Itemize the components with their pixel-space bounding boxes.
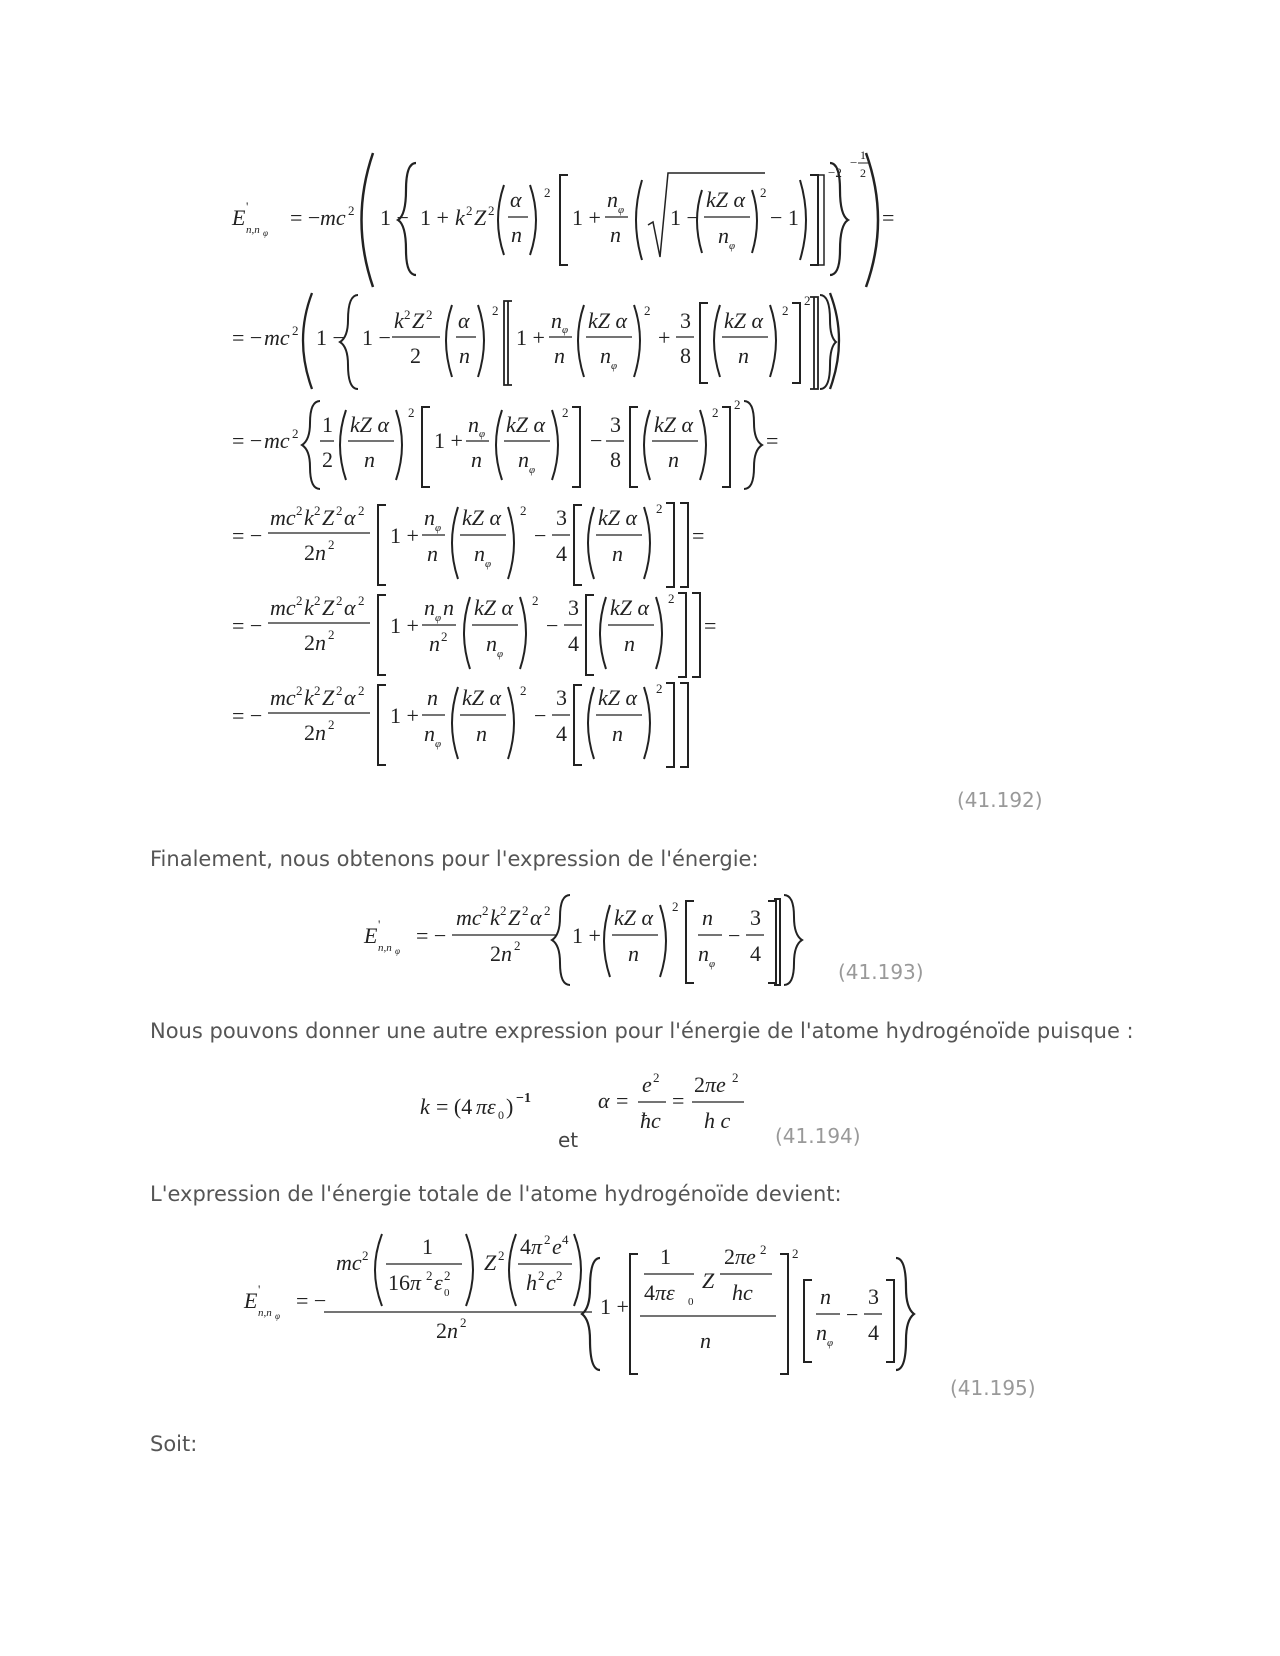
svg-text:4πε: 4πε	[644, 1280, 675, 1305]
svg-text:1 +: 1 +	[572, 923, 601, 948]
svg-text:4: 4	[750, 941, 761, 966]
svg-text:2n: 2n	[490, 941, 512, 966]
svg-text:2: 2	[500, 903, 507, 918]
svg-text:1 +: 1 +	[390, 703, 419, 728]
svg-text:mc: mc	[456, 905, 482, 930]
svg-text:kZ α: kZ α	[588, 308, 628, 333]
svg-text:E: E	[244, 1288, 258, 1313]
svg-text:2: 2	[466, 203, 473, 218]
svg-text:2: 2	[292, 426, 299, 441]
paragraph-finalement: Finalement, nous obtenons pour l'expression de l'énergie:	[150, 847, 759, 871]
svg-text:− 1: − 1	[770, 205, 799, 230]
svg-text:1 +: 1 +	[390, 523, 419, 548]
svg-text:k: k	[394, 308, 404, 333]
svg-text:n: n	[698, 941, 709, 966]
svg-text:mc: mc	[270, 595, 296, 620]
svg-text:kZ α: kZ α	[474, 595, 514, 620]
svg-text:n: n	[429, 631, 440, 656]
svg-text:2: 2	[426, 1268, 433, 1283]
svg-text:2: 2	[404, 307, 411, 322]
svg-text:16π: 16π	[388, 1270, 422, 1295]
svg-text:e: e	[642, 1072, 652, 1097]
svg-text:πε: πε	[476, 1094, 496, 1119]
svg-text:n: n	[700, 1328, 711, 1353]
svg-text:kZ α: kZ α	[598, 685, 638, 710]
svg-text:3: 3	[750, 905, 761, 930]
svg-text:2: 2	[653, 1070, 660, 1085]
svg-text:4: 4	[556, 721, 567, 746]
svg-text:kZ α: kZ α	[462, 505, 502, 530]
paragraph-soit: Soit:	[150, 1432, 198, 1456]
equation-41-194-k-svg	[418, 1086, 568, 1126]
svg-text:2πe: 2πe	[724, 1244, 756, 1269]
svg-text:1 −: 1 −	[380, 205, 409, 230]
svg-text:kZ α: kZ α	[614, 905, 654, 930]
svg-text:α: α	[510, 187, 522, 212]
svg-text:α: α	[344, 505, 356, 530]
svg-text:8: 8	[680, 343, 691, 368]
svg-text:φ: φ	[709, 958, 716, 970]
svg-text:φ: φ	[435, 738, 442, 750]
svg-text:2: 2	[328, 537, 335, 552]
svg-text:+: +	[658, 325, 671, 350]
svg-text:n: n	[820, 1284, 831, 1309]
svg-text:Z: Z	[702, 1268, 715, 1293]
svg-text:mc: mc	[320, 205, 346, 230]
svg-text:=: =	[766, 428, 779, 453]
svg-text:2n: 2n	[304, 540, 326, 565]
svg-text:1: 1	[660, 1244, 671, 1269]
svg-text:−: −	[728, 923, 741, 948]
svg-text:1: 1	[422, 1234, 433, 1259]
svg-text:n: n	[424, 721, 435, 746]
svg-text:': '	[258, 1282, 261, 1297]
svg-text:2: 2	[336, 593, 343, 608]
svg-text:Z: Z	[322, 505, 335, 530]
svg-text:2: 2	[792, 1246, 799, 1261]
svg-text:n: n	[511, 222, 522, 247]
svg-text:Z: Z	[322, 685, 335, 710]
svg-text:= −: = −	[290, 205, 321, 230]
svg-text:k: k	[304, 505, 314, 530]
svg-text:α: α	[598, 1088, 610, 1113]
svg-text:2: 2	[296, 593, 303, 608]
svg-text:1 +: 1 +	[390, 613, 419, 638]
svg-text:n: n	[738, 343, 749, 368]
svg-text:−2: −2	[828, 165, 842, 180]
equation-41-195-svg	[240, 1228, 960, 1388]
svg-text:n,n: n,n	[246, 224, 260, 236]
svg-text:−: −	[846, 1302, 859, 1327]
svg-text:1 −: 1 −	[670, 205, 699, 230]
equation-41-194-alpha	[596, 1066, 766, 1146]
svg-text:= −: = −	[232, 325, 263, 350]
svg-text:n: n	[612, 721, 623, 746]
svg-text:2: 2	[328, 627, 335, 642]
svg-text:h: h	[526, 1270, 537, 1295]
svg-text:1 +: 1 +	[572, 205, 601, 230]
equation-41-195	[240, 1228, 960, 1388]
svg-text:n: n	[427, 685, 438, 710]
svg-text:= −: = −	[232, 613, 263, 638]
svg-text:Z: Z	[484, 1250, 497, 1275]
svg-text:8: 8	[610, 447, 621, 472]
svg-text:4: 4	[556, 541, 567, 566]
svg-text:2: 2	[656, 681, 663, 696]
svg-text:φ: φ	[435, 612, 442, 624]
svg-text:φ: φ	[562, 324, 569, 336]
svg-text:2: 2	[656, 501, 663, 516]
svg-text:mc: mc	[336, 1250, 362, 1275]
svg-text:2n: 2n	[304, 720, 326, 745]
svg-text:=: =	[704, 613, 717, 638]
svg-text:k: k	[490, 905, 500, 930]
svg-text:−: −	[546, 613, 559, 638]
svg-text:3: 3	[868, 1284, 879, 1309]
svg-text:4: 4	[562, 1232, 569, 1247]
svg-text:2: 2	[492, 303, 499, 318]
svg-text:0: 0	[498, 1108, 504, 1122]
svg-text:2: 2	[358, 503, 365, 518]
svg-text:2πe: 2πe	[694, 1072, 726, 1097]
svg-text:2: 2	[482, 903, 489, 918]
svg-text:=: =	[616, 1088, 629, 1113]
svg-text:2: 2	[712, 405, 719, 420]
svg-text:=: =	[692, 523, 705, 548]
svg-text:2: 2	[544, 1232, 551, 1247]
svg-text:2: 2	[760, 1242, 767, 1257]
svg-text:φ: φ	[275, 1311, 280, 1321]
svg-text:n: n	[551, 308, 562, 333]
svg-text:= −: = −	[296, 1288, 327, 1313]
svg-text:n: n	[471, 447, 482, 472]
svg-text:2: 2	[734, 397, 741, 412]
svg-text:hc: hc	[732, 1280, 753, 1305]
svg-text:2: 2	[336, 683, 343, 698]
svg-text:2: 2	[314, 683, 321, 698]
svg-text:2: 2	[348, 203, 355, 218]
svg-text:n,n: n,n	[378, 942, 392, 954]
svg-text:0: 0	[688, 1296, 694, 1308]
svg-text:2: 2	[514, 938, 521, 953]
svg-text:mc: mc	[270, 685, 296, 710]
svg-text:= −: = −	[416, 923, 447, 948]
svg-text:α: α	[458, 308, 470, 333]
svg-text:E: E	[364, 923, 378, 948]
svg-text:−: −	[850, 155, 858, 170]
svg-text:kZ α: kZ α	[506, 412, 546, 437]
svg-text:2: 2	[296, 503, 303, 518]
equation-41-192	[230, 145, 950, 795]
svg-text:k: k	[420, 1094, 430, 1119]
svg-text:= −: = −	[232, 428, 263, 453]
svg-text:kZ α: kZ α	[350, 412, 390, 437]
equation-number-41-194: (41.194)	[775, 1124, 861, 1148]
svg-text:2n: 2n	[436, 1318, 458, 1343]
svg-text:4π: 4π	[520, 1234, 543, 1259]
svg-text:2: 2	[488, 203, 495, 218]
svg-text:n: n	[468, 412, 479, 437]
svg-text:2: 2	[441, 629, 448, 644]
svg-text:2: 2	[336, 503, 343, 518]
svg-text:n: n	[668, 447, 679, 472]
svg-text:): )	[506, 1094, 514, 1119]
svg-text:n: n	[554, 343, 565, 368]
svg-text:φ: φ	[529, 464, 536, 476]
svg-text:1 +: 1 +	[516, 325, 545, 350]
svg-text:4: 4	[868, 1320, 879, 1345]
svg-text:n: n	[364, 447, 375, 472]
svg-text:=: =	[672, 1088, 685, 1113]
svg-text:2: 2	[672, 899, 679, 914]
svg-text:': '	[378, 917, 381, 932]
svg-text:n: n	[427, 541, 438, 566]
svg-text:2: 2	[314, 593, 321, 608]
equation-number-41-192: (41.192)	[957, 788, 1043, 812]
svg-text:2: 2	[860, 166, 866, 180]
svg-text:n: n	[424, 505, 435, 530]
svg-text:2: 2	[444, 1268, 451, 1283]
svg-text:1 −: 1 −	[362, 325, 391, 350]
svg-text:n: n	[628, 941, 639, 966]
svg-text:2: 2	[532, 593, 539, 608]
svg-text:2: 2	[732, 1070, 739, 1085]
paragraph-expression: L'expression de l'énergie totale de l'atome hydrogénoïde devient:	[150, 1182, 842, 1206]
equation-41-194-alpha-svg	[596, 1066, 766, 1146]
svg-text:3: 3	[568, 595, 579, 620]
connector-et: et	[558, 1128, 579, 1152]
svg-text:2: 2	[314, 503, 321, 518]
svg-text:2: 2	[410, 343, 421, 368]
svg-text:= −: = −	[232, 703, 263, 728]
svg-text:c: c	[546, 1270, 556, 1295]
svg-text:1 +: 1 +	[420, 205, 449, 230]
svg-text:e: e	[552, 1234, 562, 1259]
svg-text:φ: φ	[729, 240, 736, 252]
svg-text:1: 1	[322, 412, 333, 437]
svg-text:φ: φ	[827, 1337, 834, 1349]
svg-text:E: E	[232, 205, 246, 230]
svg-text:2: 2	[362, 1248, 369, 1263]
svg-text:−: −	[590, 428, 603, 453]
equation-41-193	[360, 885, 820, 995]
svg-text:n: n	[600, 343, 611, 368]
svg-text:n: n	[459, 343, 470, 368]
svg-text:2: 2	[296, 683, 303, 698]
svg-text:n: n	[610, 222, 621, 247]
svg-text:3: 3	[610, 412, 621, 437]
svg-text:φ: φ	[395, 946, 400, 956]
svg-text:n: n	[518, 447, 529, 472]
svg-text:3: 3	[556, 685, 567, 710]
svg-text:n: n	[476, 721, 487, 746]
equation-41-192-svg	[230, 145, 950, 795]
svg-text:2: 2	[520, 503, 527, 518]
svg-text:α: α	[344, 595, 356, 620]
svg-text:2: 2	[544, 903, 551, 918]
svg-text:2: 2	[292, 323, 299, 338]
svg-text:2: 2	[562, 405, 569, 420]
svg-text:2: 2	[460, 1315, 467, 1330]
equation-41-193-svg	[360, 885, 820, 995]
svg-text:2: 2	[644, 303, 651, 318]
svg-text:= (4: = (4	[436, 1094, 473, 1119]
svg-text:Z: Z	[412, 308, 425, 333]
svg-text:−: −	[534, 523, 547, 548]
svg-text:φ: φ	[479, 428, 486, 440]
svg-text:2: 2	[358, 593, 365, 608]
svg-text:ħc: ħc	[640, 1108, 661, 1133]
svg-text:n: n	[718, 223, 729, 248]
svg-text:α: α	[530, 905, 542, 930]
paragraph-nous-pouvons: Nous pouvons donner une autre expression pour l'énergie de l'atome hydrogénoïde puisque :	[150, 1019, 1134, 1043]
svg-text:φ: φ	[485, 558, 492, 570]
svg-text:k: k	[304, 685, 314, 710]
svg-text:2: 2	[328, 717, 335, 732]
svg-text:n,n: n,n	[258, 1307, 272, 1319]
svg-text:n: n	[424, 595, 435, 620]
svg-text:n: n	[443, 595, 454, 620]
svg-text:φ: φ	[263, 228, 268, 238]
svg-text:h c: h c	[704, 1108, 731, 1133]
svg-text:2: 2	[322, 447, 333, 472]
svg-text:4: 4	[568, 631, 579, 656]
svg-text:2: 2	[804, 293, 811, 308]
svg-text:n: n	[607, 187, 618, 212]
svg-text:Z: Z	[508, 905, 521, 930]
svg-text:2: 2	[520, 683, 527, 698]
svg-text:1: 1	[860, 148, 866, 162]
svg-text:2: 2	[538, 1268, 545, 1283]
svg-text:φ: φ	[611, 360, 618, 372]
svg-text:2: 2	[556, 1268, 563, 1283]
svg-text:mc: mc	[270, 505, 296, 530]
svg-text:kZ α: kZ α	[654, 412, 694, 437]
equation-number-41-193: (41.193)	[838, 960, 924, 984]
svg-text:kZ α: kZ α	[598, 505, 638, 530]
svg-text:n: n	[816, 1320, 827, 1345]
svg-text:mc: mc	[264, 428, 290, 453]
svg-text:kZ α: kZ α	[610, 595, 650, 620]
svg-text:kZ α: kZ α	[706, 187, 746, 212]
svg-text:2: 2	[522, 903, 529, 918]
svg-text:ε: ε	[434, 1270, 443, 1295]
svg-text:−: −	[534, 703, 547, 728]
svg-text:2: 2	[408, 405, 415, 420]
svg-text:2: 2	[358, 683, 365, 698]
svg-text:= −: = −	[232, 523, 263, 548]
svg-text:': '	[246, 199, 249, 214]
svg-text:1 +: 1 +	[600, 1294, 629, 1319]
svg-text:mc: mc	[264, 325, 290, 350]
svg-text:kZ α: kZ α	[462, 685, 502, 710]
svg-text:3: 3	[556, 505, 567, 530]
svg-text:1 −: 1 −	[316, 325, 345, 350]
svg-text:φ: φ	[497, 648, 504, 660]
svg-text:2: 2	[760, 185, 767, 200]
svg-text:0: 0	[444, 1287, 450, 1299]
svg-text:2: 2	[544, 185, 551, 200]
svg-text:φ: φ	[435, 522, 442, 534]
equation-41-194-k	[418, 1086, 568, 1126]
svg-text:−1: −1	[516, 1091, 531, 1106]
svg-text:1 +: 1 +	[434, 428, 463, 453]
svg-text:n: n	[474, 541, 485, 566]
equation-number-41-195: (41.195)	[950, 1376, 1036, 1400]
svg-text:n: n	[612, 541, 623, 566]
svg-text:2: 2	[426, 307, 433, 322]
svg-text:Z: Z	[322, 595, 335, 620]
svg-text:2n: 2n	[304, 630, 326, 655]
svg-text:kZ α: kZ α	[724, 308, 764, 333]
svg-text:2: 2	[498, 1248, 505, 1263]
svg-text:n: n	[702, 905, 713, 930]
svg-text:α: α	[344, 685, 356, 710]
svg-text:k: k	[304, 595, 314, 620]
svg-text:n: n	[624, 631, 635, 656]
svg-text:k: k	[455, 205, 465, 230]
svg-text:2: 2	[668, 591, 675, 606]
svg-text:3: 3	[680, 308, 691, 333]
svg-text:Z: Z	[474, 205, 487, 230]
svg-text:n: n	[486, 631, 497, 656]
svg-text:2: 2	[782, 303, 789, 318]
svg-text:=: =	[882, 205, 895, 230]
svg-text:φ: φ	[618, 204, 625, 216]
